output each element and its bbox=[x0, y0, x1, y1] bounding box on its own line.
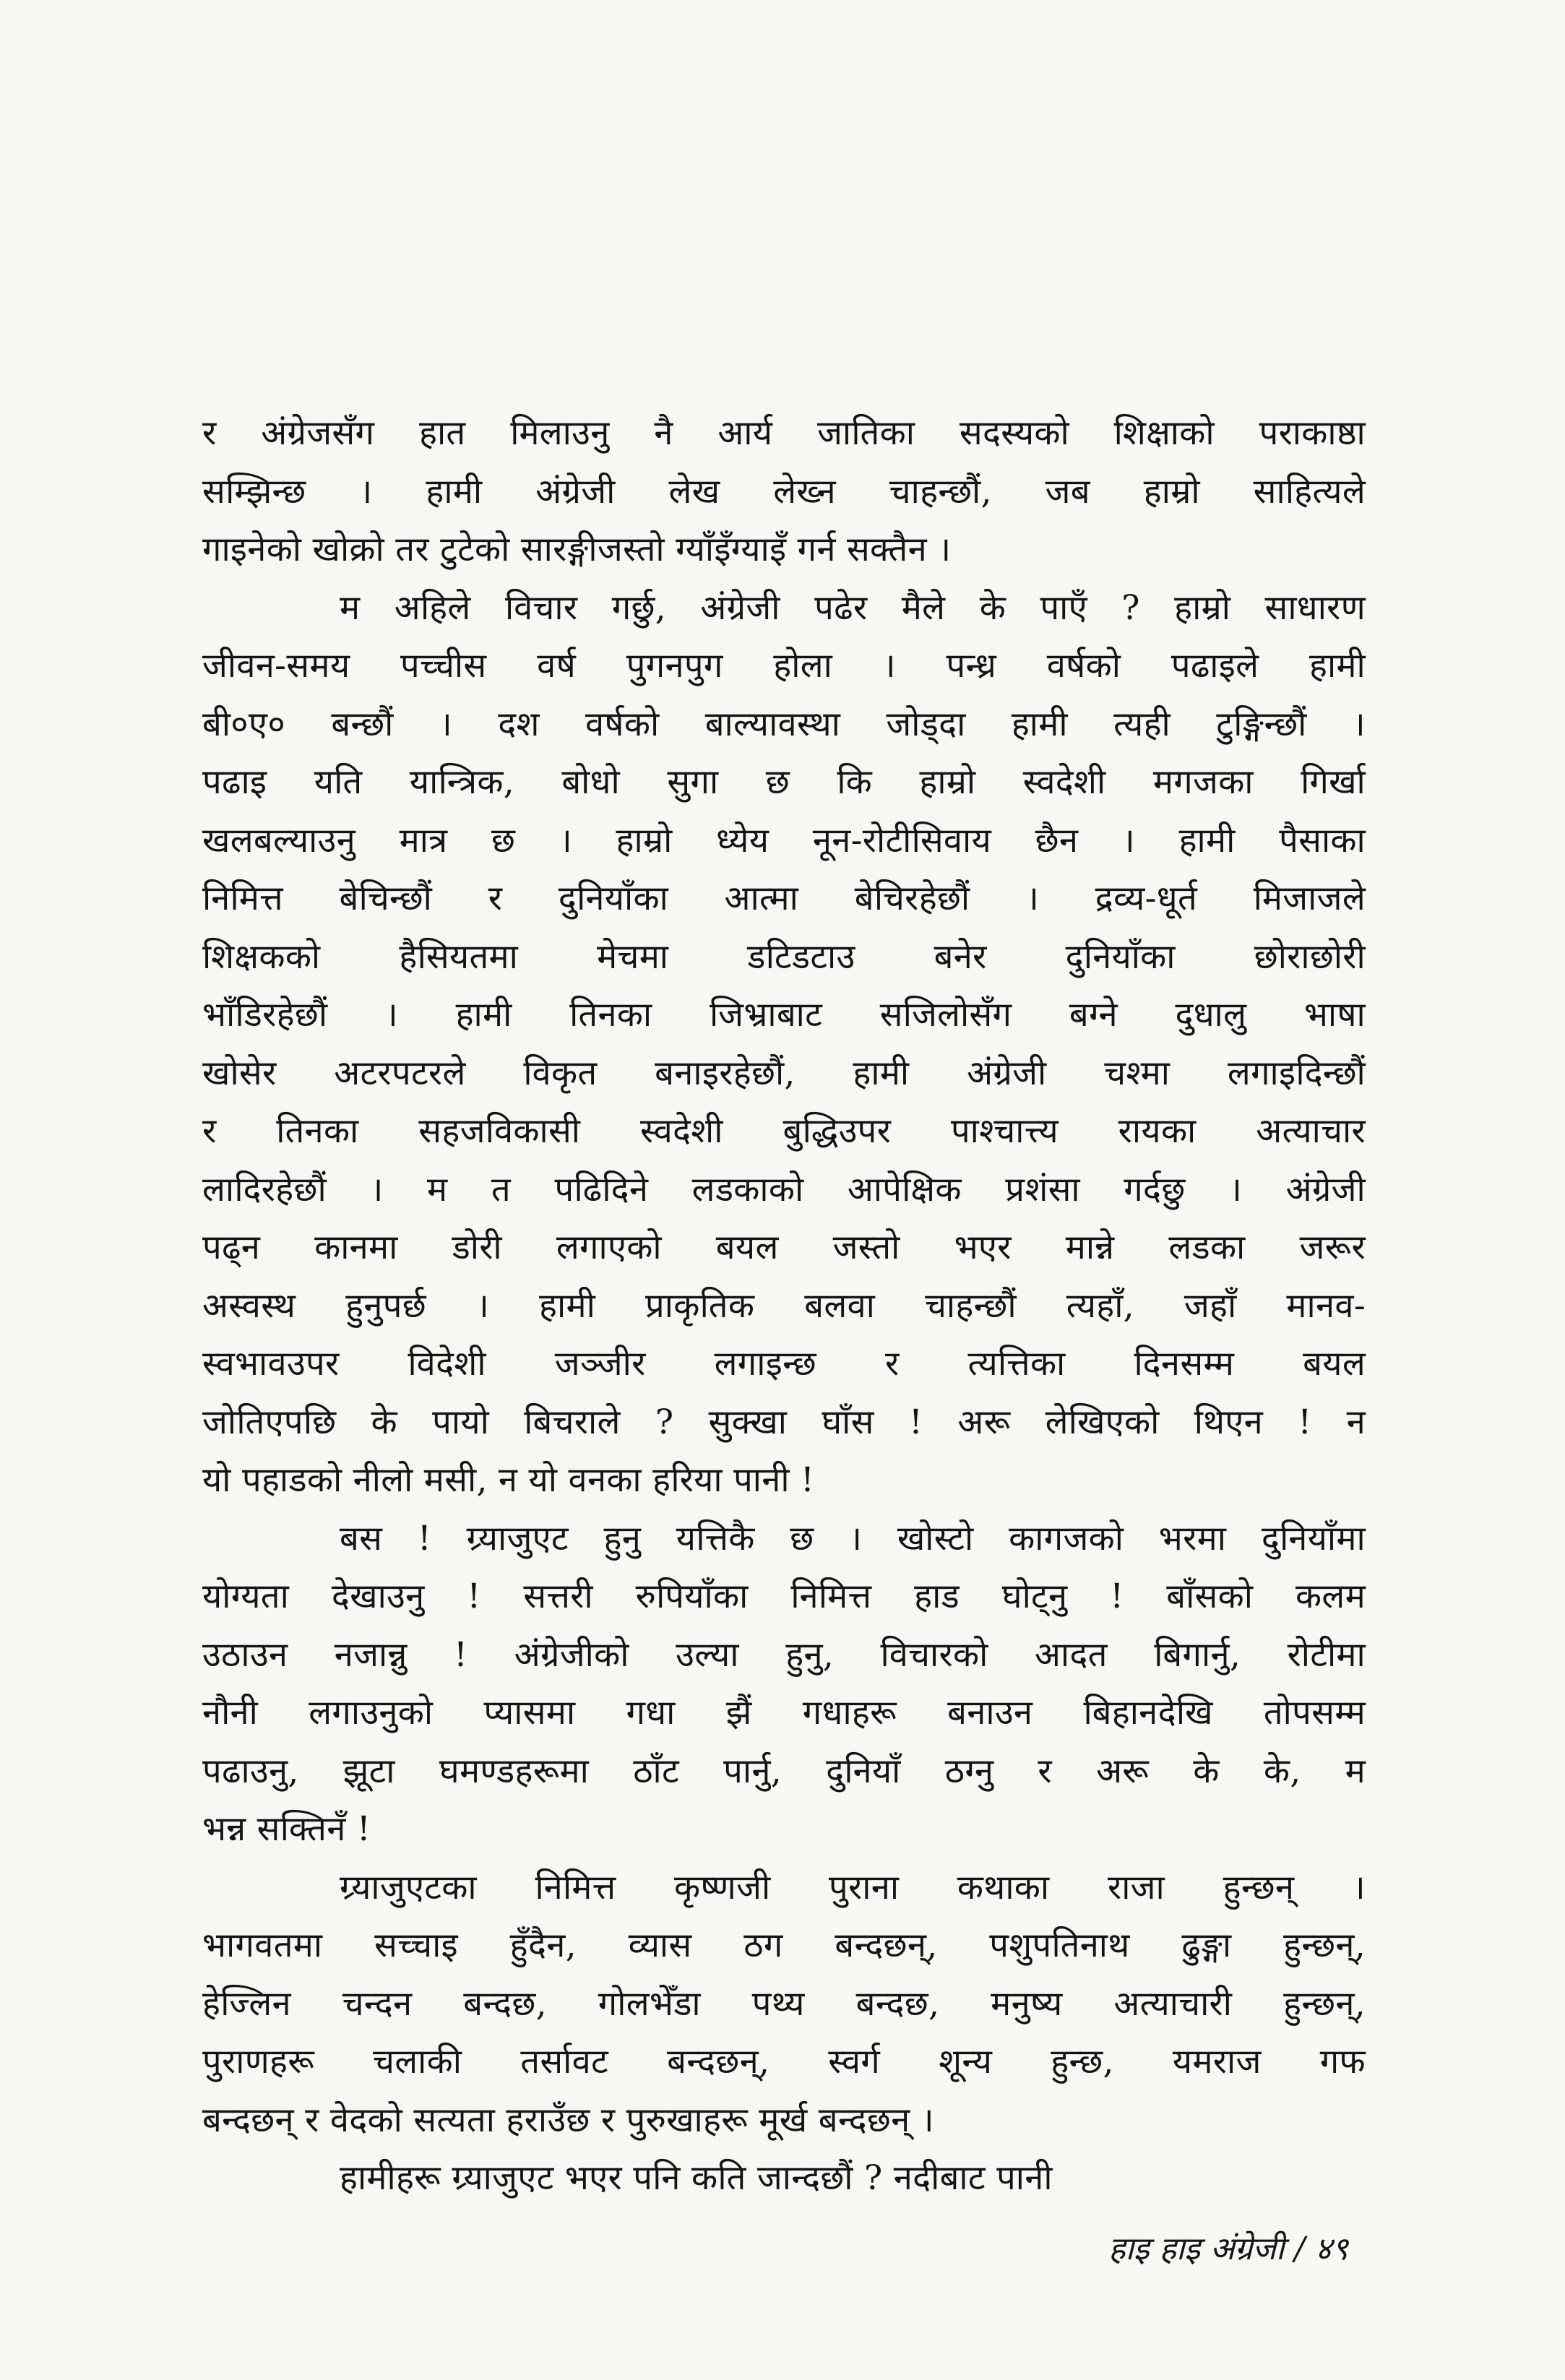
text-line: शिक्षकको हैसियतमा मेचमा डटिडटाउ बनेर दुनियाँका छोराछोरी bbox=[202, 936, 1366, 977]
page-footer bbox=[1108, 2225, 1348, 2269]
text-line: लादिरहेछौं । म त पढिदिने लडकाको आपेक्षिक प्रशंसा गर्दछु । अंग्रेजी bbox=[202, 1169, 1366, 1210]
text-line: पढाउनु, झूटा घमण्डहरूमा ठाँट पार्नु, दुनियाँ ठग्नु र अरू के के, म bbox=[202, 1751, 1366, 1791]
footer-separator: / bbox=[1284, 2230, 1316, 2267]
text-line: सम्झिन्छ । हामी अंग्रेजी लेख लेख्न चाहन्छौं, जब हाम्रो साहित्यले bbox=[202, 471, 1366, 512]
text-line: नौनी लगाउनुको प्यासमा गधा झैं गधाहरू बनाउन बिहानदेखि तोपसम्म bbox=[202, 1693, 1366, 1733]
text-line: भाँडिरहेछौं । हामी तिनका जिभ्राबाट सजिलोसँग बग्ने दुधालु भाषा bbox=[202, 995, 1366, 1035]
text-line: स्वभावउपर विदेशी जञ्जीर लगाइन्छ र त्यत्तिका दिनसम्म बयल bbox=[202, 1344, 1366, 1384]
text-line: भागवतमा सच्चाइ हुँदैन, व्यास ठग बन्दछन्, पशुपतिनाथ ढुङ्गा हुन्छन्, bbox=[202, 1926, 1366, 1965]
text-line: बस ! ग्र्याजुएट हुनु यत्तिकै छ । खोस्टो कागजको भरमा दुनियाँमा bbox=[340, 1518, 1366, 1558]
text-line: खोसेर अटरपटरले विकृत बनाइरहेछौं, हामी अंग्रेजी चश्मा लगाइदिन्छौं bbox=[202, 1053, 1366, 1093]
text-line: भन्न सक्तिनँ ! bbox=[202, 1809, 371, 1849]
paragraph bbox=[202, 2150, 1366, 2208]
page-number: ४९ bbox=[1315, 2230, 1348, 2267]
text-line: बन्दछन् र वेदको सत्यता हराउँछ र पुरुखाहरू मूर्ख बन्दछन् । bbox=[202, 2100, 934, 2140]
text-line: जोतिएपछि के पायो बिचराले ? सुक्खा घाँस ! अरू लेखिएको थिएन ! न bbox=[202, 1402, 1366, 1442]
text-line: उठाउन नजान्नु ! अंग्रेजीको उल्या हुनु, विचारको आदत बिगार्नु, रोटीमा bbox=[202, 1634, 1366, 1675]
text-line: म अहिले विचार गर्छु, अंग्रेजी पढेर मैले के पाएँ ? हाम्रो साधारण bbox=[340, 587, 1366, 628]
text-line: हामीहरू ग्र्याजुएट भएर पनि कति जान्दछौं ? नदीबाट पानी bbox=[340, 2158, 1053, 2198]
text-line: र अंग्रेजसँग हात मिलाउनु नै आर्य जातिका सदस्यको शिक्षाको पराकाष्ठा bbox=[202, 413, 1366, 453]
text-line: ग्र्याजुएटका निमित्त कृष्णजी पुराना कथाका राजा हुन्छन् । bbox=[340, 1867, 1366, 1907]
text-line: पढ्न कानमा डोरी लगाएको बयल जस्तो भएर मान्ने लडका जरूर bbox=[202, 1228, 1366, 1267]
text-line: अस्वस्थ हुनुपर्छ । हामी प्राकृतिक बलवा चाहन्छौं त्यहाँ, जहाँ मानव- bbox=[202, 1285, 1366, 1326]
text-line: यो पहाडको नीलो मसी, न यो वनका हरिया पानी ! bbox=[202, 1460, 815, 1500]
paragraph bbox=[202, 405, 1366, 579]
text-line: निमित्त बेचिन्छौं र दुनियाँका आत्मा बेचिरहेछौं । द्रव्य-धूर्त मिजाजले bbox=[202, 879, 1366, 918]
paragraph bbox=[202, 1859, 1366, 2150]
text-line: खलबल्याउनु मात्र छ । हाम्रो ध्येय नून-रोटीसिवाय छैन । हामी पैसाका bbox=[202, 820, 1366, 861]
paragraph bbox=[202, 579, 1366, 1510]
text-line: योग्यता देखाउनु ! सत्तरी रुपियाँका निमित्त हाड घोट्नु ! बाँसको कलम bbox=[202, 1577, 1366, 1616]
paragraph bbox=[202, 1510, 1366, 1859]
text-line: हेज्लिन चन्दन बन्दछ, गोलभेँडा पथ्य बन्दछ, मनुष्य अत्याचारी हुन्छन्, bbox=[202, 1983, 1366, 2024]
text-line: र तिनका सहजविकासी स्वदेशी बुद्धिउपर पाश्चात्त्य रायका अत्याचार bbox=[202, 1111, 1366, 1151]
text-line: जीवन-समय पच्चीस वर्ष पुगनपुग होला । पन्ध्र वर्षको पढाइले हामी bbox=[202, 646, 1366, 686]
running-title: हाइ हाइ अंग्रेजी bbox=[1108, 2230, 1285, 2267]
text-line: पढाइ यति यान्त्रिक, बोधो सुगा छ कि हाम्रो स्वदेशी मगजका गिर्खा bbox=[202, 762, 1366, 802]
text-line: गाइनेको खोक्रो तर टुटेको सारङ्गीजस्तो ग्याँइँग्याइँ गर्न सक्तैन । bbox=[202, 530, 952, 569]
text-line: पुराणहरू चलाकी तर्सावट बन्दछन्, स्वर्ग शून्य हुन्छ, यमराज गफ bbox=[202, 2042, 1366, 2082]
body-text bbox=[202, 405, 1366, 2208]
text-line: बी०ए० बन्छौं । दश वर्षको बाल्यावस्था जोड्दा हामी त्यही टुङ्गिन्छौं । bbox=[202, 704, 1366, 744]
